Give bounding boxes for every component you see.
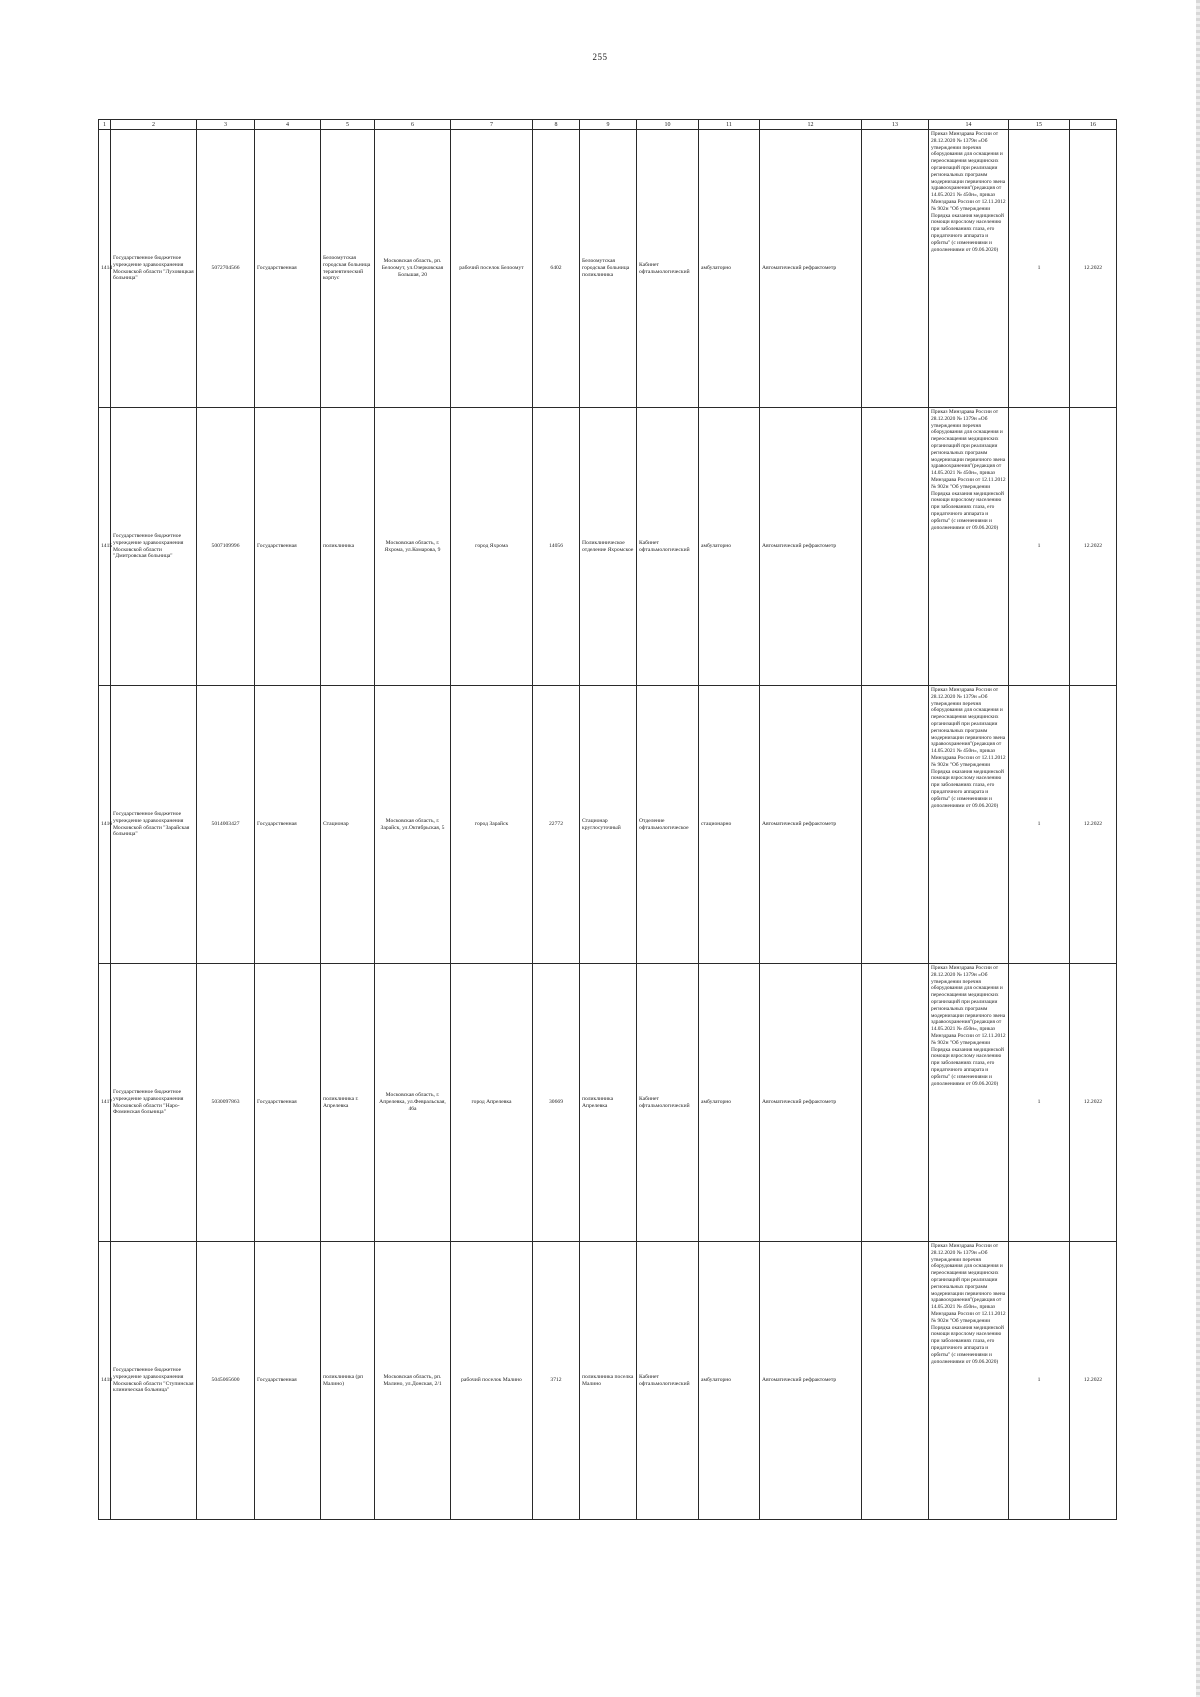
care-type: амбулаторно [699, 408, 760, 686]
care-type: амбулаторно [699, 1242, 760, 1520]
table-row [99, 130, 1117, 408]
organization-name: Государственное бюджетное учреждение здравоохранения Московской области "Зарайская больница" [111, 686, 197, 964]
scan-edge [1196, 0, 1200, 1697]
structural-unit: поликлиника г. Апрелевка [321, 964, 375, 1242]
due-date: 12.2022 [1070, 1242, 1117, 1520]
population: 22772 [533, 686, 580, 964]
due-date: 12.2022 [1070, 686, 1117, 964]
settlement: рабочий поселок Белоомут [451, 130, 533, 408]
equipment: Автоматический рефрактометр [760, 408, 862, 686]
row-number: 1416 [99, 686, 111, 964]
inn: 5030097863 [197, 964, 255, 1242]
division: Белоомутская городская больница поликлиника [580, 130, 637, 408]
structural-unit: поликлиника (рп Малино) [321, 1242, 375, 1520]
column-number: 3 [197, 120, 255, 130]
organization-name: Государственное бюджетное учреждение здравоохранения Московской области "Наро-Фоминская больница" [111, 964, 197, 1242]
settlement: город Яхрома [451, 408, 533, 686]
column-number: 8 [533, 120, 580, 130]
population: 3712 [533, 1242, 580, 1520]
column-number: 2 [111, 120, 197, 130]
population: 14056 [533, 408, 580, 686]
column-number: 10 [637, 120, 699, 130]
regulatory-order: Приказ Минздрава России от 28.12.2020 № 1379н «Об утверждении перечня оборудования для оснащения и переоснащения медицинских организаций при реализации региональных программ модернизации первичного звена здравоохранения"(редакция от 14.05.2021 № 450н», приказ Минздрава России от 12.11.2012 № 902н "Об утверждении Порядка оказания медицинской помощи взрослому населению при заболеваниях глаза, его придаточного аппарата и орбиты" (с изменениями и дополнениями от 09.06.2020) [929, 964, 1009, 1242]
table-row [99, 686, 1117, 964]
due-date: 12.2022 [1070, 130, 1117, 408]
column-number: 12 [760, 120, 862, 130]
column-number: 9 [580, 120, 637, 130]
column-number: 5 [321, 120, 375, 130]
structural-unit: Стационар [321, 686, 375, 964]
settlement: рабочий поселок Малино [451, 1242, 533, 1520]
room: Кабинет офтальмологический [637, 1242, 699, 1520]
structural-unit: поликлиника [321, 408, 375, 686]
ownership-form: Государственная [255, 964, 321, 1242]
page-number: 255 [592, 52, 608, 62]
equipment: Автоматический рефрактометр [760, 686, 862, 964]
column-number: 6 [375, 120, 451, 130]
division: Поликлиническое отделение Яхромское [580, 408, 637, 686]
column-number: 11 [699, 120, 760, 130]
column-number: 7 [451, 120, 533, 130]
row-number: 1418 [99, 1242, 111, 1520]
table-row [99, 1242, 1117, 1520]
settlement: город Апрелевка [451, 964, 533, 1242]
room: Кабинет офтальмологический [637, 130, 699, 408]
row-number: 1417 [99, 964, 111, 1242]
equipment: Автоматический рефрактометр [760, 1242, 862, 1520]
division: поликлиника поселка Малино [580, 1242, 637, 1520]
column-number: 4 [255, 120, 321, 130]
column-13 [862, 1242, 929, 1520]
quantity: 1 [1009, 686, 1070, 964]
column-13 [862, 964, 929, 1242]
equipment: Автоматический рефрактометр [760, 130, 862, 408]
room: Кабинет офтальмологический [637, 964, 699, 1242]
structural-unit: Белоомутская городская больница терапевтический корпус [321, 130, 375, 408]
column-number: 13 [862, 120, 929, 130]
address: Московская область, г. Яхрома, ул.Комарова, 9 [375, 408, 451, 686]
inn: 5007109996 [197, 408, 255, 686]
care-type: стационарно [699, 686, 760, 964]
column-number-row [99, 120, 1117, 130]
row-number: 1415 [99, 408, 111, 686]
due-date: 12.2022 [1070, 964, 1117, 1242]
room: Кабинет офтальмологический [637, 408, 699, 686]
address: Московская область, г. Зарайск, ул.Октябрьская, 5 [375, 686, 451, 964]
ownership-form: Государственная [255, 686, 321, 964]
organization-name: Государственное бюджетное учреждение здравоохранения Московской области "Луховицкая больница" [111, 130, 197, 408]
division: поликлиника Апрелевка [580, 964, 637, 1242]
ownership-form: Государственная [255, 130, 321, 408]
regulatory-order: Приказ Минздрава России от 28.12.2020 № 1379н «Об утверждении перечня оборудования для оснащения и переоснащения медицинских организаций при реализации региональных программ модернизации первичного звена здравоохранения"(редакция от 14.05.2021 № 450н», приказ Минздрава России от 12.11.2012 № 902н "Об утверждении Порядка оказания медицинской помощи взрослому населению при заболеваниях глаза, его придаточного аппарата и орбиты" (с изменениями и дополнениями от 09.06.2020) [929, 1242, 1009, 1520]
population: 6402 [533, 130, 580, 408]
inn: 5014003427 [197, 686, 255, 964]
care-type: амбулаторно [699, 130, 760, 408]
equipment-registry-table [98, 119, 1117, 1520]
regulatory-order: Приказ Минздрава России от 28.12.2020 № 1379н «Об утверждении перечня оборудования для оснащения и переоснащения медицинских организаций при реализации региональных программ модернизации первичного звена здравоохранения"(редакция от 14.05.2021 № 450н», приказ Минздрава России от 12.11.2012 № 902н "Об утверждении Порядка оказания медицинской помощи взрослому населению при заболеваниях глаза, его придаточного аппарата и орбиты" (с изменениями и дополнениями от 09.06.2020) [929, 130, 1009, 408]
table-row [99, 964, 1117, 1242]
settlement: город Зарайск [451, 686, 533, 964]
quantity: 1 [1009, 130, 1070, 408]
due-date: 12.2022 [1070, 408, 1117, 686]
column-13 [862, 686, 929, 964]
ownership-form: Государственная [255, 1242, 321, 1520]
address: Московская область, г. Апрелевка, ул.Февральская, 46а [375, 964, 451, 1242]
column-number: 16 [1070, 120, 1117, 130]
quantity: 1 [1009, 408, 1070, 686]
regulatory-order: Приказ Минздрава России от 28.12.2020 № 1379н «Об утверждении перечня оборудования для оснащения и переоснащения медицинских организаций при реализации региональных программ модернизации первичного звена здравоохранения"(редакция от 14.05.2021 № 450н», приказ Минздрава России от 12.11.2012 № 902н "Об утверждении Порядка оказания медицинской помощи взрослому населению при заболеваниях глаза, его придаточного аппарата и орбиты" (с изменениями и дополнениями от 09.06.2020) [929, 408, 1009, 686]
address: Московская область, рп. Белоомут, ул.Озерковская Большая, 20 [375, 130, 451, 408]
table-row [99, 408, 1117, 686]
organization-name: Государственное бюджетное учреждение здравоохранения Московской области "Дмитровская больница" [111, 408, 197, 686]
organization-name: Государственное бюджетное учреждение здравоохранения Московской области "Ступинская клиническая больница" [111, 1242, 197, 1520]
division: Стационар круглосуточный [580, 686, 637, 964]
population: 30669 [533, 964, 580, 1242]
regulatory-order: Приказ Минздрава России от 28.12.2020 № 1379н «Об утверждении перечня оборудования для оснащения и переоснащения медицинских организаций при реализации региональных программ модернизации первичного звена здравоохранения"(редакция от 14.05.2021 № 450н», приказ Минздрава России от 12.11.2012 № 902н "Об утверждении Порядка оказания медицинской помощи взрослому населению при заболеваниях глаза, его придаточного аппарата и орбиты" (с изменениями и дополнениями от 09.06.2020) [929, 686, 1009, 964]
ownership-form: Государственная [255, 408, 321, 686]
care-type: амбулаторно [699, 964, 760, 1242]
address: Московская область, рп. Малино, ул.Донская, 2/1 [375, 1242, 451, 1520]
column-13 [862, 130, 929, 408]
equipment: Автоматический рефрактометр [760, 964, 862, 1242]
column-number: 15 [1009, 120, 1070, 130]
column-number: 1 [99, 120, 111, 130]
quantity: 1 [1009, 1242, 1070, 1520]
room: Отделение офтальмологическое [637, 686, 699, 964]
quantity: 1 [1009, 964, 1070, 1242]
column-number: 14 [929, 120, 1009, 130]
inn: 5072704566 [197, 130, 255, 408]
row-number: 1414 [99, 130, 111, 408]
inn: 5045065600 [197, 1242, 255, 1520]
column-13 [862, 408, 929, 686]
